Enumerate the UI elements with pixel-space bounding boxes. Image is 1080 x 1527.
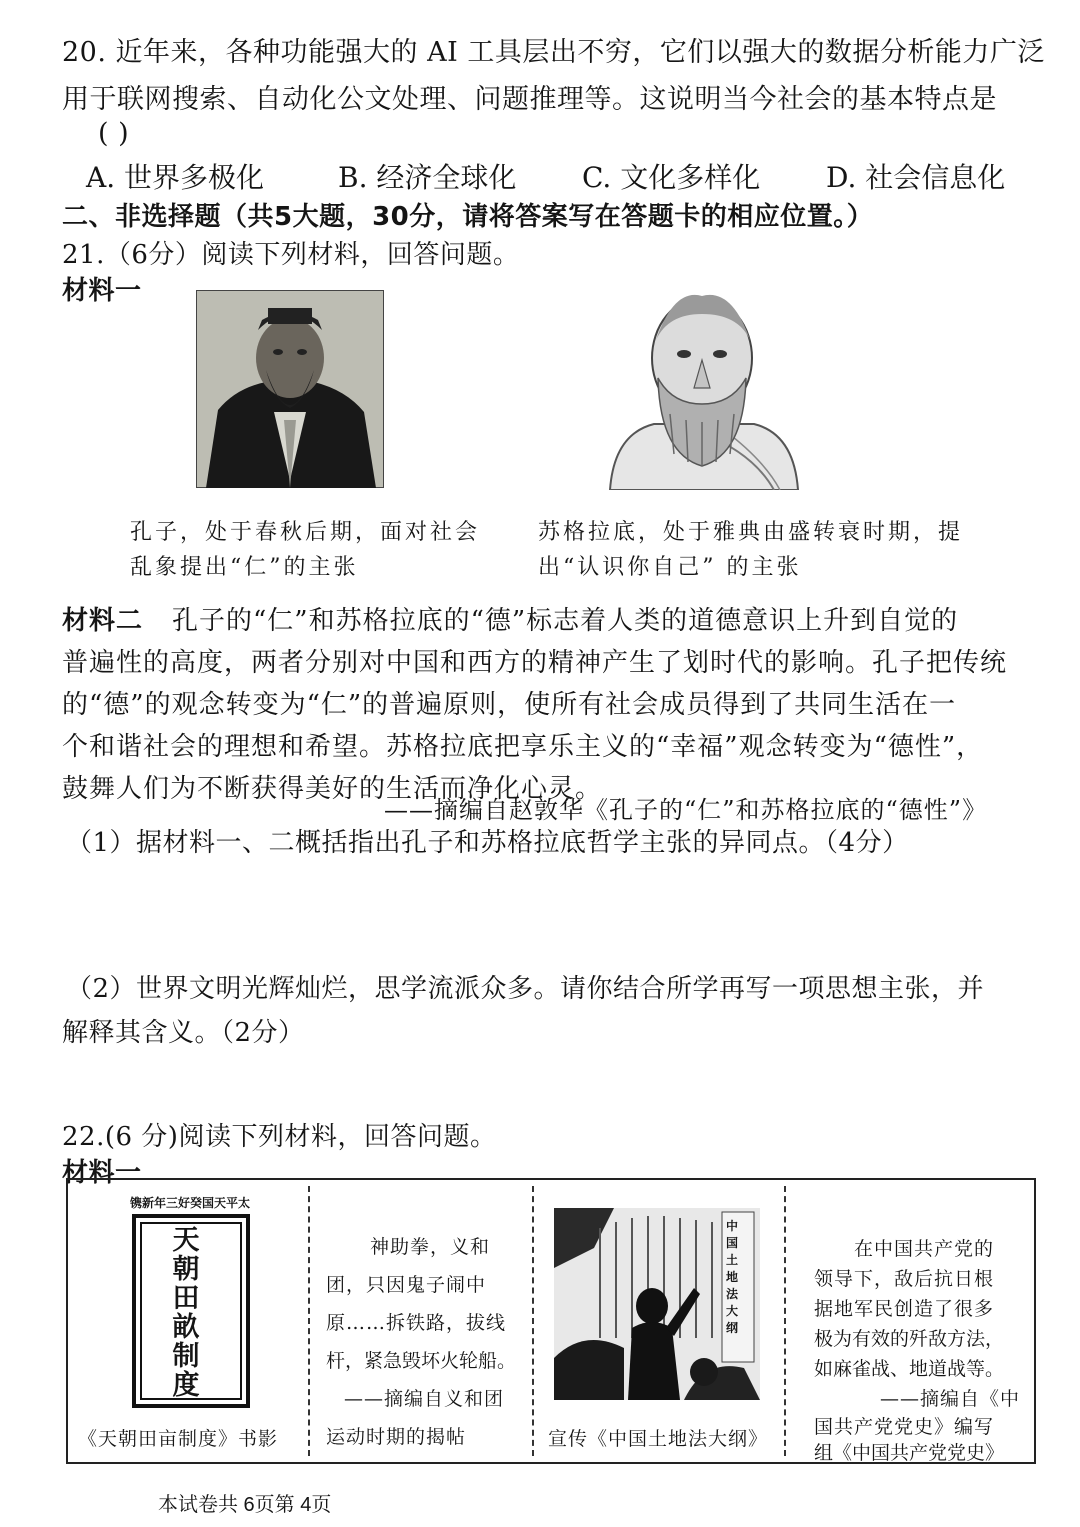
book-title-char-6: 度 — [172, 1370, 200, 1401]
panel4-line-3: 据地军民创造了很多 — [814, 1298, 995, 1320]
panel2-line-5: ——摘编自义和团 — [344, 1388, 505, 1410]
book-title-char-2: 朝 — [172, 1254, 200, 1285]
panel-boxer-placard — [310, 1180, 530, 1462]
material2-line-3: 的“德”的观念转变为“仁”的普遍原则，使所有社会成员得到了共同生活在一 — [62, 690, 957, 720]
q21-material2-label: 材料二 — [62, 606, 144, 636]
panel2-line-3: 原……拆铁路，拔线 — [326, 1312, 507, 1334]
q20-answer-blank: ( ) — [98, 118, 130, 149]
q20-option-d: D. 社会信息化 — [826, 161, 1006, 194]
q22-material1-panels — [66, 1178, 1036, 1464]
page-footer: 本试卷共 6页第 4页 — [158, 1494, 332, 1516]
panel4-line-5: 如麻雀战、地道战等。 — [814, 1358, 1005, 1380]
panel-party-history — [786, 1180, 1032, 1462]
socrates-caption-2: 出“认识你自己” 的主张 — [538, 555, 802, 580]
q21-subquestion-2-line-1: （2）世界文明光辉灿烂，思学流派众多。请你结合所学再写一项思想主张，并 — [66, 974, 985, 1004]
q21-subquestion-1: （1）据材料一、二概括指出孔子和苏格拉底哲学主张的异同点。（4分） — [66, 828, 909, 858]
panel2-line-2: 团，只因鬼子闹中 — [326, 1274, 487, 1296]
panel4-line-2: 领导下，敌后抗日根 — [814, 1268, 995, 1290]
q22-material1-label: 材料一 — [62, 1158, 142, 1188]
q20-option-c: C. 文化多样化 — [582, 161, 761, 194]
book-title-char-1: 天 — [172, 1225, 200, 1256]
q21-title: 21.（6分）阅读下列材料，回答问题。 — [62, 240, 520, 270]
panel2-line-4: 杆，紧急毁坏火轮船。 — [326, 1350, 517, 1372]
panel3-caption: 宣传《中国土地法大纲》 — [548, 1428, 769, 1450]
panel2-line-6: 运动时期的揭帖 — [326, 1426, 467, 1448]
socrates-bust — [604, 284, 800, 490]
q21-subquestion-2-line-2: 解释其含义。（2分） — [62, 1018, 305, 1048]
land-law-banner-text: 中国土地法大纲 — [726, 1219, 739, 1335]
book-title-char-4: 畝 — [172, 1312, 200, 1343]
confucius-portrait — [196, 290, 384, 488]
material2-line-4: 个和谐社会的理想和希望。苏格拉底把享乐主义的“幸福”观念转变为“德性”， — [62, 732, 984, 762]
panel4-line-6: ——摘编自《中 — [880, 1388, 1021, 1410]
q20-option-a: A. 世界多极化 — [86, 161, 265, 194]
book-title-char-3: 田 — [172, 1283, 200, 1314]
socrates-caption-1: 苏格拉底，处于雅典由盛转衰时期，提 — [538, 520, 964, 545]
book-cover-header: 镌新年三好癸国天平太 — [130, 1196, 251, 1210]
book-title-char-5: 制 — [172, 1341, 200, 1372]
material2-line-2: 普遍性的高度，两者分别对中国和西方的精神产生了划时代的影响。孔子把传统 — [62, 648, 1008, 678]
q20-option-b: B. 经济全球化 — [338, 161, 517, 194]
q20-line-2: 用于联网搜索、自动化公文处理、问题推理等。这说明当今社会的基本特点是 — [62, 84, 997, 115]
material2-line-5: 鼓舞人们为不断获得美好的生活而净化心灵。 — [62, 774, 603, 804]
q20-line-1: 20. 近年来，各种功能强大的 AI 工具层出不穷，它们以强大的数据分析能力广泛 — [62, 37, 1045, 68]
panel2-line-1: 神助拳，义和 — [370, 1236, 491, 1258]
panel1-caption: 《天朝田亩制度》书影 — [78, 1428, 279, 1450]
confucius-caption-2: 乱象提出“仁”的主张 — [130, 555, 359, 580]
book-cover-frame — [132, 1214, 250, 1408]
panel-tianchao-book — [68, 1180, 308, 1462]
panel4-line-7: 国共产党党史》编写 — [814, 1416, 995, 1438]
panel4-line-1: 在中国共产党的 — [854, 1238, 995, 1260]
material2-source: ——摘编自赵敦华《孔子的“仁”和苏格拉底的“德性”》 — [384, 796, 988, 824]
section-heading: 二、非选择题（共5大题，30分，请将答案写在答题卡的相应位置。） — [62, 202, 874, 232]
q21-material1-label: 材料一 — [62, 276, 142, 306]
confucius-caption-1: 孔子，处于春秋后期，面对社会 — [130, 520, 481, 545]
panel-land-law-photo — [534, 1180, 782, 1462]
q22-title: 22.(6 分)阅读下列材料，回答问题。 — [62, 1122, 497, 1152]
panel4-line-4: 极为有效的歼敌方法， — [814, 1328, 1005, 1350]
panel4-line-8: 组《中国共产党党史》 — [814, 1442, 1005, 1464]
material2-line-1: 孔子的“仁”和苏格拉底的“德”标志着人类的道德意识上升到自觉的 — [172, 606, 959, 636]
